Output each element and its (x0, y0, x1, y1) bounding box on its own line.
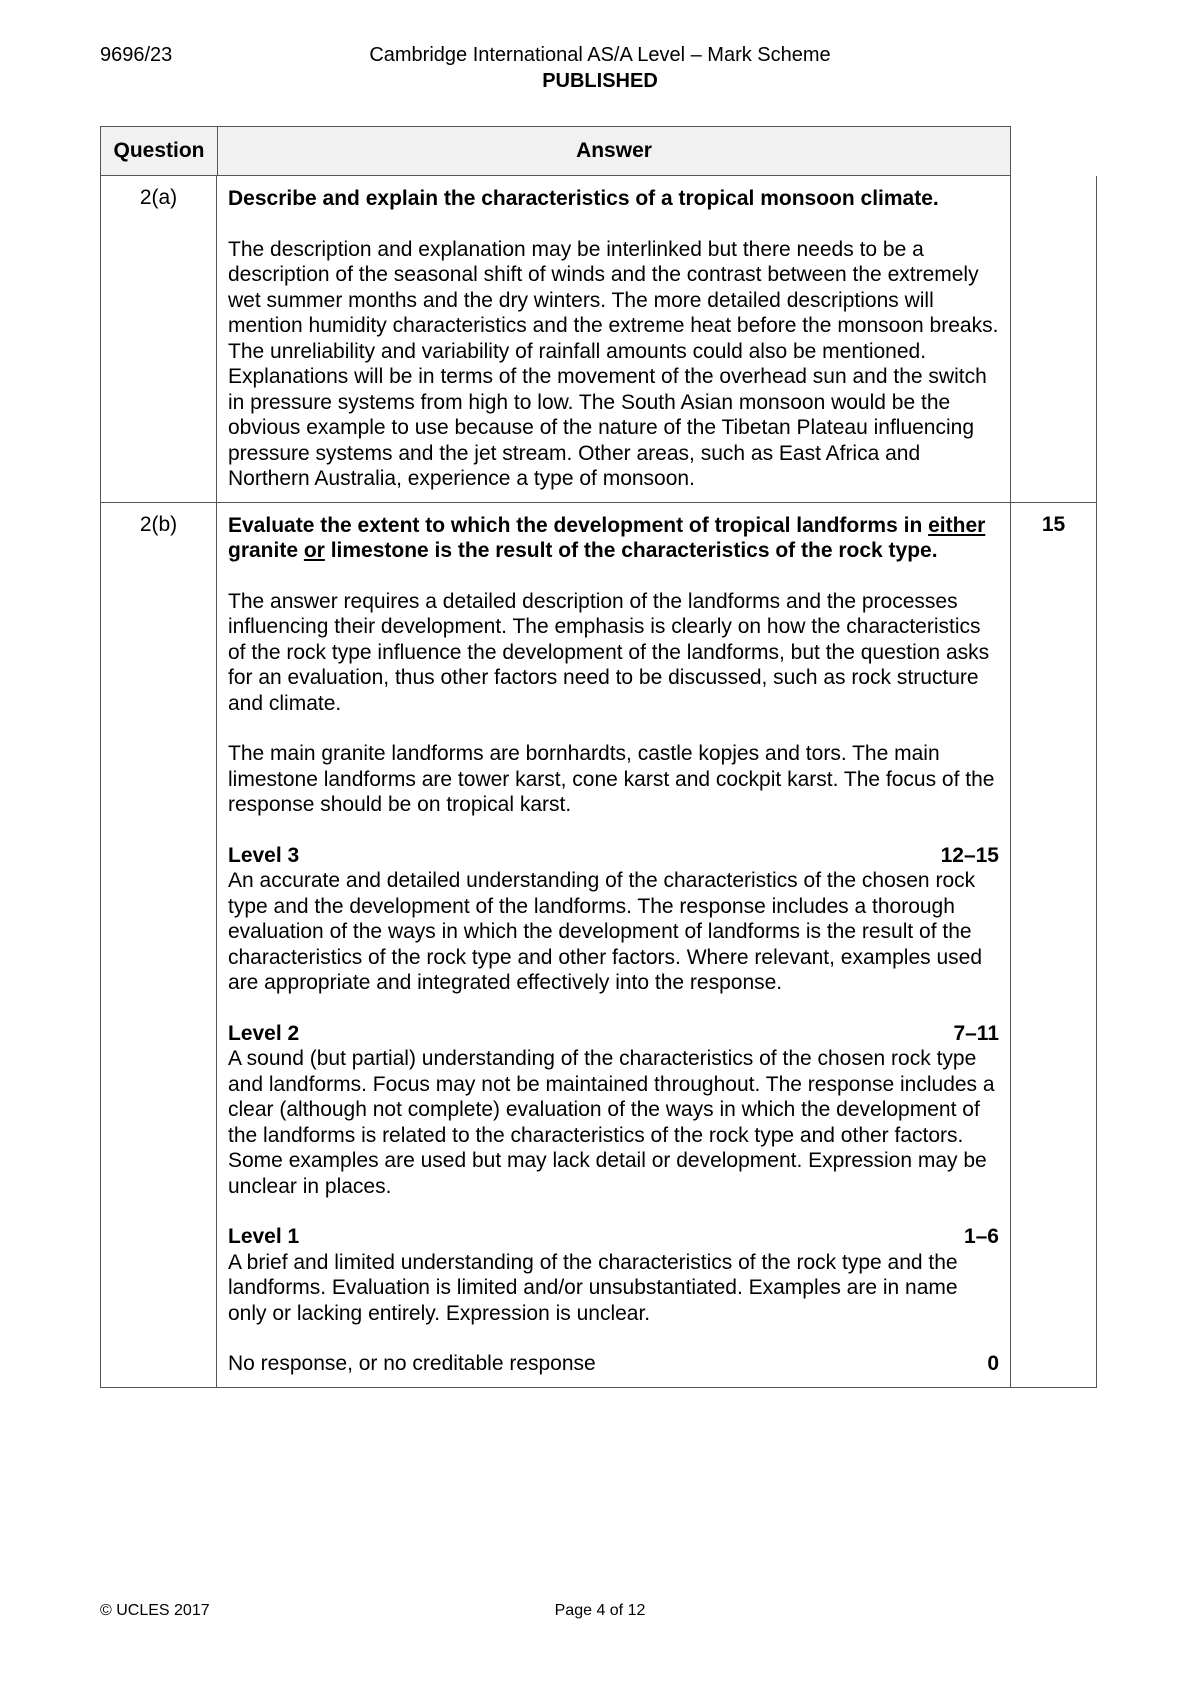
footer-page-number: Page 4 of 12 (554, 1602, 646, 1619)
emphasis-or: or (303, 539, 325, 562)
answer-paragraph: The answer requires a detailed description of the landforms and the processes influencing their development. The emphasis is clearly on how the characteristics of the rock type influence the development of the landforms, but the question asks for an evaluation, thus other factors need to be discussed, such as rock structure and climate. (228, 589, 990, 715)
no-response-text: No response, or no creditable response (228, 1352, 596, 1375)
level-name: Level 3 (228, 843, 300, 867)
answer-cell (217, 503, 1011, 1387)
column-header-answer: Answer (217, 126, 1011, 176)
no-response-mark: 0 (987, 1352, 999, 1375)
header-status: PUBLISHED (542, 70, 658, 92)
level-2-block (228, 1021, 999, 1200)
answer-cell (217, 176, 1011, 502)
level-1-block (228, 1224, 999, 1326)
question-number: 2(b) (101, 503, 217, 1387)
table-header-row (100, 126, 1097, 176)
answer-guidance: The description and explanation may be interlinked but there needs to be a description of the seasonal shift of winds and the contrast between the extremely wet summer months and the dry winters. The more detailed descriptions will mention humidity characteristics and the extreme heat before the monsoon breaks. The unreliability and variability of rainfall amounts could also be mentioned. Explanations will be in terms of the movement of the overhead sun and the switch in pressure systems from high to low. The South Asian monsoon would be the obvious example to use because of the nature of the Tibetan Plateau influencing pressure systems and the jet stream. Other areas, such as East Africa and Northern Australia, experience a type of monsoon. (228, 237, 999, 490)
level-descriptor: A sound (but partial) understanding of the characteristics of the chosen rock type and landforms. Focus may not be maintained throughout. The response includes a clear (although not complete) evaluation of the ways in which the development of the landforms is related to the characteristics of the rock type and other factors. Some examples are used but may lack detail or development. Expression may be unclear in places. (228, 1047, 995, 1198)
level-range: 12–15 (940, 843, 999, 867)
mark-scheme-table (100, 126, 1097, 1388)
level-3-block (228, 843, 999, 996)
marks-cell (1011, 176, 1096, 502)
table-row-2b (100, 502, 1097, 1388)
no-response-line (228, 1351, 999, 1377)
footer-copyright: © UCLES 2017 (100, 1602, 210, 1619)
level-name: Level 1 (228, 1225, 300, 1248)
level-descriptor: A brief and limited understanding of the characteristics of the rock type and the landforms. Evaluation is limited and/or unsubstantiated. Examples are in name only or lacking entirely. Expression is unclear. (228, 1250, 958, 1325)
question-prompt: Describe and explain the characteristics of a tropical monsoon climate. (228, 187, 939, 210)
question-number: 2(a) (101, 176, 217, 502)
level-descriptor: An accurate and detailed understanding of the characteristics of the chosen rock type and the development of the landforms. The response includes a thorough evaluation of the ways in which the development of landforms is the result of the characteristics of the rock type and other factors. Where relevant, examples used are appropriate and integrated effectively into the response. (228, 869, 983, 994)
marks-cell: 15 (1041, 512, 1066, 536)
emphasis-either: either (928, 513, 986, 537)
column-header-question: Question (100, 126, 217, 176)
level-name: Level 2 (228, 1021, 300, 1045)
header-title: Cambridge International AS/A Level – Mark Scheme (369, 44, 831, 66)
level-range: 1–6 (963, 1225, 999, 1248)
table-row-2a (100, 176, 1097, 502)
header-code: 9696/23 (100, 44, 173, 66)
level-range: 7–11 (953, 1021, 999, 1045)
answer-paragraph: The main granite landforms are bornhardts, castle kopjes and tors. The main limestone landforms are tower karst, cone karst and cockpit karst. The focus of the response should be on tropical karst. (228, 742, 995, 816)
question-prompt: Evaluate the extent to which the development of tropical landforms in either granite or limestone is the result of the characteristics of the rock type. (228, 513, 986, 562)
